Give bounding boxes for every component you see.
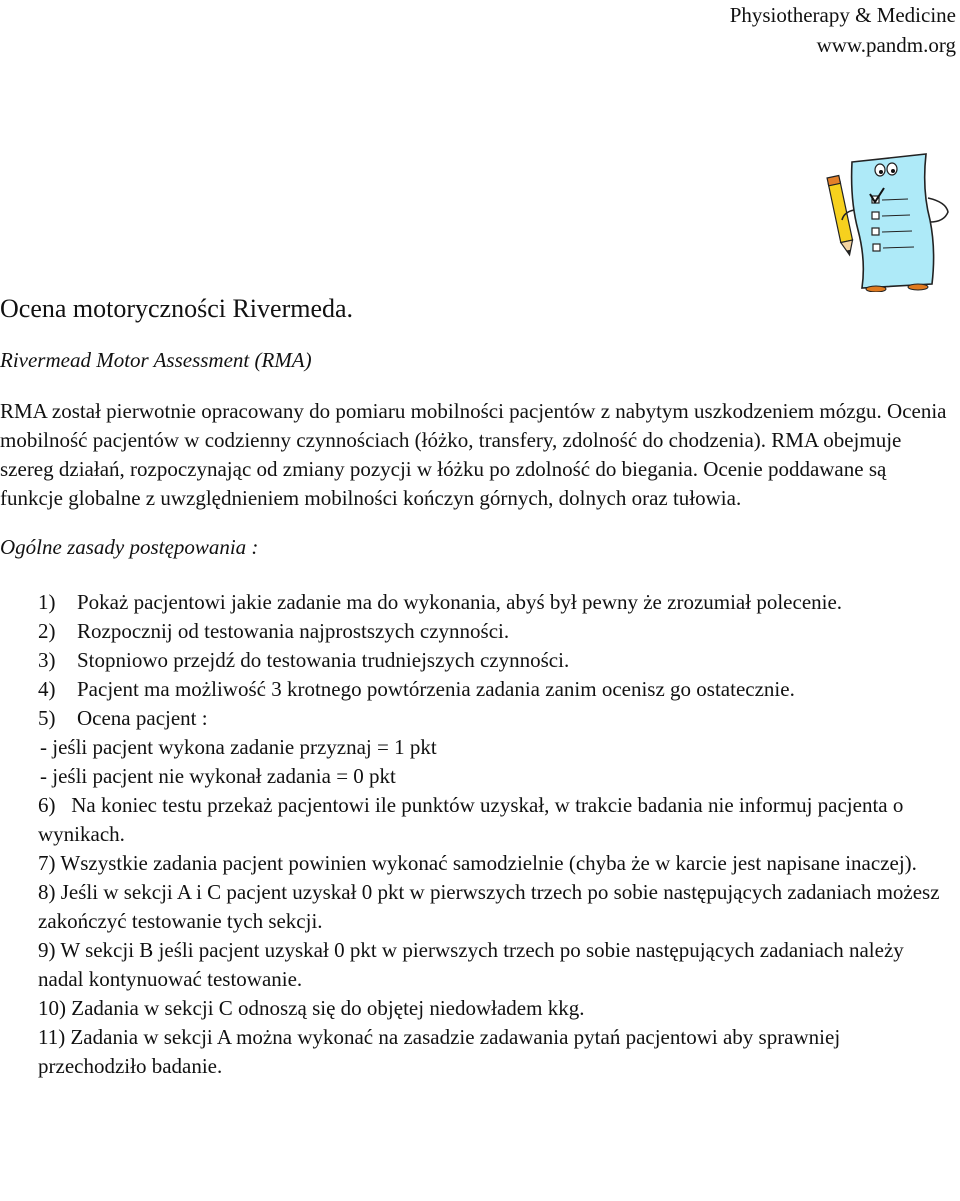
list-item bbox=[0, 617, 950, 646]
list-item-text: Jeśli w sekcji A i C pacjent uzyskał 0 pkt w pierwszych trzech po sobie następujących zadaniach możesz zakończyć testowanie tych sekcji. bbox=[38, 880, 940, 933]
list-item-text: W sekcji B jeśli pacjent uzyskał 0 pkt w pierwszych trzech po sobie następujących zadaniach należy nadal kontynuować testowanie. bbox=[38, 938, 904, 991]
list-item-text: Wszystkie zadania pacjent powinien wykonać samodzielnie (chyba że w karcie jest napisane inaczej). bbox=[60, 851, 917, 875]
list-item-number: 1) bbox=[38, 590, 56, 614]
document-body bbox=[0, 292, 950, 1081]
list-item-number: 5) bbox=[38, 706, 56, 730]
rules-list bbox=[0, 588, 950, 1081]
list-item bbox=[0, 704, 950, 733]
page-header bbox=[730, 0, 956, 60]
list-item-text: Zadania w sekcji C odnoszą się do objętej niedowładem kkg. bbox=[71, 996, 585, 1020]
page-title: Ocena motoryczności Rivermeda. bbox=[0, 294, 354, 323]
list-item-text: Zadania w sekcji A można wykonać na zasadzie zadawania pytań pacjentowi aby sprawniej przechodziło badanie. bbox=[38, 1025, 841, 1078]
list-item-text: - jeśli pacjent nie wykonał zadania = 0 pkt bbox=[40, 764, 396, 788]
list-item-number: 4) bbox=[38, 677, 56, 701]
list-item-number: 9) bbox=[38, 938, 56, 962]
header-line-1: Physiotherapy & Medicine bbox=[729, 3, 956, 27]
list-item bbox=[0, 675, 950, 704]
list-item-text: Ocena pacjent : bbox=[77, 706, 208, 730]
list-item bbox=[0, 1023, 950, 1081]
rules-heading: Ogólne zasady postępowania : bbox=[0, 535, 259, 559]
list-item-number: 2) bbox=[38, 619, 56, 643]
list-item-number: 11) bbox=[38, 1025, 66, 1049]
list-item-text: - jeśli pacjent wykona zadanie przyznaj = 1 pkt bbox=[40, 735, 437, 759]
list-item bbox=[0, 646, 950, 675]
checklist-pencil-cartoon-icon bbox=[818, 150, 960, 292]
list-item-number: 3) bbox=[38, 648, 56, 672]
header-url: www.pandm.org bbox=[816, 33, 956, 57]
list-item bbox=[0, 936, 950, 994]
list-item bbox=[0, 733, 950, 762]
list-item-text: Na koniec testu przekaż pacjentowi ile punktów uzyskał, w trakcie badania nie informuj pacjenta o wynikach. bbox=[38, 793, 904, 846]
list-item bbox=[0, 994, 950, 1023]
list-item-number: 10) bbox=[38, 996, 66, 1020]
list-item-text: Pokaż pacjentowi jakie zadanie ma do wykonania, abyś był pewny że zrozumiał polecenie. bbox=[77, 590, 843, 614]
list-item bbox=[0, 849, 950, 878]
intro-paragraph: RMA został pierwotnie opracowany do pomiaru mobilności pacjentów z nabytym uszkodzeniem mózgu. Ocenia mobilność pacjentów w codzienny czynnościach (łóżko, transfery, zdolność do chodzenia). RMA obejmuje szereg działań, rozpoczynając od zmiany pozycji w łóżku po zdolność do biegania. Ocenie poddawane są funkcje globalne z uwzględnieniem mobilności kończyn górnych, dolnych oraz tułowia. bbox=[0, 399, 947, 510]
list-item-number: 7) bbox=[38, 851, 56, 875]
list-item bbox=[0, 791, 950, 849]
list-item-text: Rozpocznij od testowania najprostszych czynności. bbox=[77, 619, 510, 643]
list-item-text: Stopniowo przejdź do testowania trudniejszych czynności. bbox=[77, 648, 570, 672]
list-item-number: 6) bbox=[38, 793, 56, 817]
list-item-text: Pacjent ma możliwość 3 krotnego powtórzenia zadania zanim ocenisz go ostatecznie. bbox=[77, 677, 795, 701]
list-item bbox=[0, 588, 950, 617]
list-item bbox=[0, 878, 950, 936]
document-subtitle: Rivermead Motor Assessment (RMA) bbox=[0, 348, 312, 372]
list-item bbox=[0, 762, 950, 791]
list-item-number: 8) bbox=[38, 880, 56, 904]
